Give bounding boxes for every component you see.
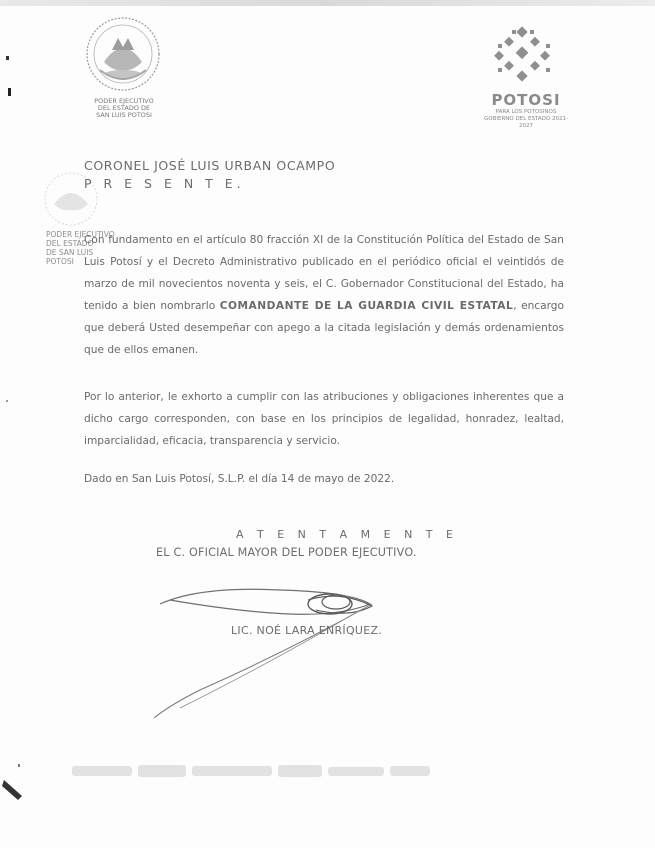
seal-caption-line: SAN LUIS POTOSI <box>96 111 152 119</box>
signer-title: EL C. OFICIAL MAYOR DEL PODER EJECUTIVO. <box>156 546 417 559</box>
addressee-greeting: P R E S E N T E. <box>84 176 245 191</box>
paragraph-text: Con fundamento en el artículo 80 fracción XI de la Constitución Política del Estado de San Luis Potosí y el Decreto Administrativo publicado en el periódico oficial el veintidós de marzo de mil novecientos noventa y seis, el C. Gobernador Constitucional del Estado, ha tenido a bien nombrarlo <box>84 234 564 312</box>
body-paragraph-1 <box>84 229 564 361</box>
seal-caption-line: DEL ESTADO DE <box>97 104 151 112</box>
closing-atentamente: A T E N T A M E N T E <box>236 528 458 541</box>
scan-top-band <box>0 0 655 6</box>
paragraph-text: , encargo que deberá Usted desempeñar con apego a la citada legislación y demás ordenamientos que de ellos emanen. <box>84 300 564 356</box>
appointment-title: COMANDANTE DE LA GUARDIA CIVIL ESTATAL <box>219 300 514 312</box>
date-line: Dado en San Luis Potosí, S.L.P. el día 14 de mayo de 2022. <box>84 473 395 485</box>
side-stamp-line: DE SAN LUIS POTOSI <box>46 248 94 266</box>
side-stamp-line: DEL ESTADO <box>46 239 94 248</box>
body-paragraph-2: Por lo anterior, le exhorto a cumplir con las atribuciones y obligaciones inherentes que a dicho cargo corresponden, con base en los principios de legalidad, honradez, lealtad, imparcialidad, eficacia, transparencia y servicio. <box>84 391 564 447</box>
side-stamp-line: PODER EJECUTIVO <box>46 230 115 239</box>
handwritten-signature-icon <box>140 560 440 730</box>
blurred-footer-text <box>72 762 462 780</box>
logo-tagline-line: PARA LOS POTOSINOS <box>495 109 557 115</box>
logo-tagline <box>480 109 572 130</box>
seal-caption-line: PODER EJECUTIVO <box>94 97 154 105</box>
potosi-logo-icon <box>488 24 560 90</box>
logo-tagline-line: GOBIERNO DEL ESTADO 2021-2027 <box>484 116 568 129</box>
seal-caption <box>78 98 170 119</box>
logo-wordmark: POTOSI <box>491 91 561 109</box>
signer-name: LIC. NOÉ LARA ENRÍQUEZ. <box>231 624 383 637</box>
addressee-name: CORONEL JOSÉ LUIS URBAN OCAMPO <box>84 158 336 173</box>
state-seal-icon <box>82 14 164 102</box>
